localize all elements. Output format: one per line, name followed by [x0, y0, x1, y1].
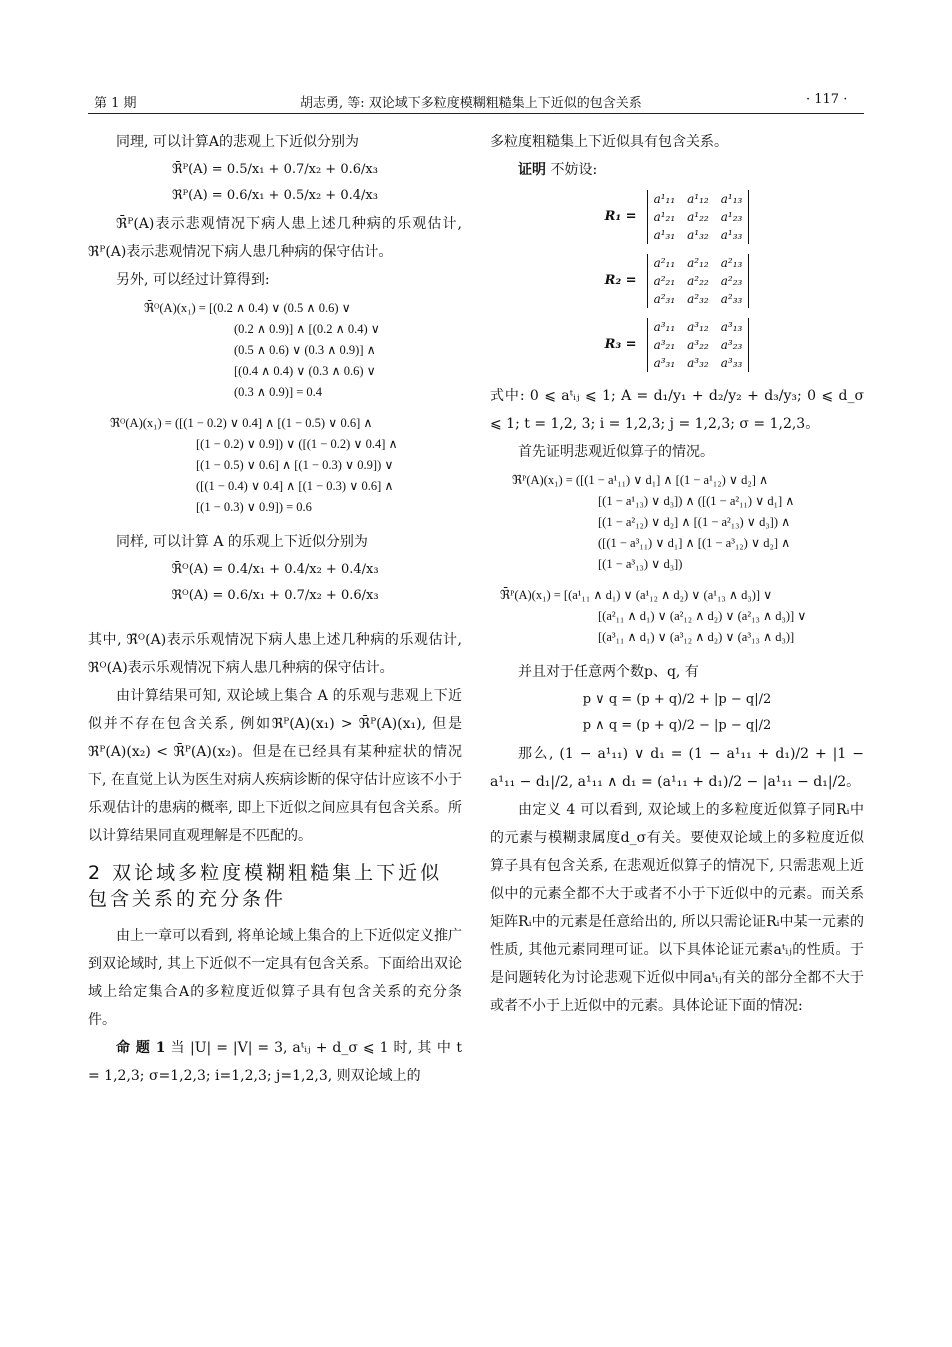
- matrix-name: R₁ =: [604, 209, 637, 224]
- equation-line: [(a³₁₁ ∧ d₁) ∨ (a³₁₂ ∧ d₂) ∨ (a³₁₃ ∧ d₃)]: [598, 630, 795, 644]
- matrix-name: R₃ =: [604, 337, 637, 352]
- matrix-table: [647, 190, 750, 244]
- equation-block: [490, 470, 864, 575]
- matrix-cell: a²₁₂: [687, 256, 709, 270]
- equation-line: [(1 − 0.5) ∨ 0.6] ∧ [(1 − 0.3) ∨ 0.9]) ∨: [196, 458, 394, 472]
- section-heading: 2 双论域多粒度模糊粗糙集上下近似包含关系的充分条件: [88, 862, 443, 910]
- header-rule: [88, 113, 864, 114]
- equation-line: [(1 − 0.3) ∨ 0.9]) = 0.6: [196, 500, 312, 514]
- equation-line: (0.5 ∧ 0.6) ∨ (0.3 ∧ 0.9)] ∧: [234, 343, 376, 357]
- paragraph: 另外, 可以经过计算得到:: [116, 272, 270, 288]
- paragraph: 由计算结果可知, 双论域上集合 A 的乐观与悲观上下近似并不存在包含关系, 例如ℜᴾ(A)(x₁) > ℜ̄ᴾ(A)(x₁), 但是 ℜᴾ(A)(x₂) < ℜ̄ᴾ(A)(x₂)。但是在已经具有某种症状的情况下, 在直觉上认为医生对病人疾病诊断的保守估计应该不小于乐观估计的患病的概率, 即上下近似之间应具有包含关系。所以计算结果同直观理解是不匹配的。: [88, 688, 462, 844]
- matrix-cell: a²₁₃: [720, 256, 743, 270]
- matrix-cell: a¹₂₂: [687, 210, 709, 224]
- matrix-cell: a²₂₂: [687, 274, 709, 288]
- matrix-cell: a³₂₁: [653, 338, 676, 352]
- matrix-r2: [490, 254, 864, 308]
- matrix-cell: a¹₁₁: [653, 192, 676, 206]
- equation-line: ([(1 − 0.4) ∨ 0.4] ∧ [(1 − 0.3) ∨ 0.6] ∧: [196, 479, 394, 493]
- equation-line: [(1 − a²₁₂) ∨ d₂] ∧ [(1 − a²₁₃) ∨ d₃]) ∧: [598, 515, 791, 529]
- paragraph: 其中, ℜ̄ᴼ(A)表示乐观情况下病人患上述几种病的乐观估计, ℜᴼ(A)表示乐观情况下病人患几种病的保守估计。: [88, 632, 462, 676]
- paragraph: 多粒度粗糙集上下近似具有包含关系。: [490, 134, 728, 150]
- matrix-cell: a²₂₁: [653, 274, 676, 288]
- header-title: 胡志勇, 等: 双论域下多粒度模糊粗糙集上下近似的包含关系: [300, 96, 642, 111]
- proof-label: 证明: [518, 162, 546, 178]
- matrix-cell: a¹₁₂: [687, 192, 709, 206]
- paragraph: 同理, 可以计算A的悲观上下近似分别为: [116, 134, 360, 150]
- paragraph: 式中: 0 ⩽ aᵗᵢⱼ ⩽ 1; A = d₁/y₁ + d₂/y₂ + d₃/y₃; 0 ⩽ d_σ ⩽ 1; t = 1,2, 3; i = 1,2,3; j = 1,2,3; σ = 1,2,3。: [490, 388, 864, 432]
- matrix-cell: a¹₁₃: [720, 192, 743, 206]
- equation-line: ℜ̄ᴾ(A)(x₁) = [(a¹₁₁ ∧ d₁) ∨ (a¹₁₂ ∧ d₂) ∨ (a¹₁₃ ∧ d₃)] ∨: [500, 588, 773, 602]
- paragraph: 那么, (1 − a¹₁₁) ∨ d₁ = (1 − a¹₁₁ + d₁)/2 + |1 − a¹₁₁ − d₁|/2, a¹₁₁ ∧ d₁ = (a¹₁₁ + d₁)/2 − |a¹₁₁ − d₁|/2。: [490, 746, 864, 790]
- right-column: [490, 128, 864, 1020]
- equation-block: [88, 413, 462, 518]
- equation-line: [(0.4 ∧ 0.4) ∨ (0.3 ∧ 0.6) ∨: [234, 364, 376, 378]
- equation: ℜ̄ᴼ(A) = 0.4/x₁ + 0.4/x₂ + 0.4/x₃: [171, 562, 379, 577]
- matrix-table: [647, 318, 750, 372]
- matrix-cell: a³₃₃: [720, 356, 743, 370]
- matrix-r3: [490, 318, 864, 372]
- equation-line: [(1 − a³₁₃) ∨ d₃]): [598, 557, 683, 571]
- equation: ℜᴾ(A) = 0.6/x₁ + 0.5/x₂ + 0.4/x₃: [172, 188, 378, 203]
- proposition-text: 当 |U| = |V| = 3, aᵗᵢⱼ + d_σ ⩽ 1 时, 其 中 t = 1,2,3; σ=1,2,3; i=1,2,3; j=1,2,3, 则双论域上的: [88, 1040, 462, 1084]
- matrix-name: R₂ =: [604, 273, 637, 288]
- equation: ℜ̄ᴾ(A) = 0.5/x₁ + 0.7/x₂ + 0.6/x₃: [172, 162, 378, 177]
- matrix-cell: a³₂₃: [720, 338, 743, 352]
- matrix-cell: a³₃₁: [653, 356, 676, 370]
- equation-line: (0.3 ∧ 0.9)] = 0.4: [234, 385, 323, 399]
- matrix-cell: a¹₃₂: [687, 228, 709, 242]
- matrix-cell: a²₃₃: [720, 292, 743, 306]
- matrix-cell: a³₁₁: [653, 320, 676, 334]
- matrix-cell: a¹₂₁: [653, 210, 676, 224]
- matrix-cell: a¹₃₃: [720, 228, 743, 242]
- proposition-label: 命 题 1: [116, 1040, 166, 1056]
- matrix-cell: a³₂₂: [687, 338, 709, 352]
- paragraph: 并且对于任意两个数p、q, 有: [518, 664, 699, 680]
- equation-line: ℜᴾ(A)(x₁) = ([(1 − a¹₁₁) ∨ d₁] ∧ [(1 − a¹₁₂) ∨ d₂] ∧: [512, 473, 769, 487]
- paragraph: 由上一章可以看到, 将单论域上集合的上下近似定义推广到双论域时, 其上下近似不一定具有包含关系。下面给出双论域上给定集合A的多粒度近似算子具有包含关系的充分条件。: [88, 928, 462, 1028]
- equation-block: [88, 298, 462, 403]
- paragraph: 首先证明悲观近似算子的情况。: [518, 444, 714, 460]
- matrix-cell: a¹₃₁: [653, 228, 676, 242]
- equation-line: ([(1 − a³₁₁) ∨ d₁] ∧ [(1 − a³₁₂) ∨ d₂] ∧: [598, 536, 791, 550]
- equation-line: ℜᴼ(A)(x₁) = ([(1 − 0.2) ∨ 0.4] ∧ [(1 − 0.5) ∨ 0.6] ∧: [110, 416, 373, 430]
- left-column: [88, 128, 462, 1090]
- paragraph: ℜ̄ᴾ(A)表示悲观情况下病人患上述几种病的乐观估计, ℜᴾ(A)表示悲观情况下病人患几种病的保守估计。: [88, 216, 462, 260]
- equation-line: [(1 − a¹₁₃) ∨ d₃]) ∧ ([(1 − a²₁₁) ∨ d₁] ∧: [598, 494, 795, 508]
- proof-text: 不妨设:: [550, 162, 598, 178]
- proof: [490, 156, 864, 184]
- equation-block: [490, 585, 864, 648]
- equation: p ∧ q = (p + q)/2 − |p − q|/2: [582, 718, 772, 733]
- matrix-cell: a³₃₂: [687, 356, 709, 370]
- header-issue: 第 1 期: [94, 96, 137, 111]
- matrix-cell: a²₁₁: [653, 256, 676, 270]
- equation-line: (0.2 ∧ 0.9)] ∧ [(0.2 ∧ 0.4) ∨: [234, 322, 380, 336]
- equation: p ∨ q = (p + q)/2 + |p − q|/2: [582, 692, 772, 707]
- matrix-table: [647, 254, 750, 308]
- equation: ℜᴼ(A) = 0.6/x₁ + 0.7/x₂ + 0.6/x₃: [171, 588, 379, 603]
- matrix-cell: a²₂₃: [720, 274, 743, 288]
- paragraph: 同样, 可以计算 A 的乐观上下近似分别为: [116, 534, 368, 550]
- proposition: [88, 1034, 462, 1090]
- matrix-cell: a²₃₁: [653, 292, 676, 306]
- equation-line: ℜ̄ᴼ(A)(x₁) = [(0.2 ∧ 0.4) ∨ (0.5 ∧ 0.6) ∨: [144, 301, 351, 315]
- matrix-cell: a³₁₃: [720, 320, 743, 334]
- equation-line: [(1 − 0.2) ∨ 0.9]) ∨ ([(1 − 0.2) ∨ 0.4] ∧: [196, 437, 398, 451]
- paragraph: 由定义 4 可以看到, 双论域上的多粒度近似算子同Rᵢ中的元素与模糊隶属度d_σ有关。要使双论域上的多粒度近似算子具有包含关系, 在悲观近似算子的情况下, 只需悲观上近似中的元素全都不大于或者不小于下近似中的元素。而关系矩阵Rᵢ中的元素是任意给出的, 所以只需论证Rᵢ中某一元素的性质, 其他元素同理可证。以下具体论证元素aᵗᵢⱼ的性质。于是问题转化为讨论悲观下近似中同aᵗᵢⱼ有关的部分全都不大于或者不小于上近似中的元素。具体论证下面的情况:: [490, 802, 864, 1014]
- equation-line: [(a²₁₁ ∧ d₁) ∨ (a²₁₂ ∧ d₂) ∨ (a²₁₃ ∧ d₃)] ∨: [598, 609, 807, 623]
- matrix-r1: [490, 190, 864, 244]
- matrix-cell: a³₁₂: [687, 320, 709, 334]
- matrix-cell: a²₃₂: [687, 292, 709, 306]
- header-page-number: · 117 ·: [806, 92, 848, 107]
- matrix-cell: a¹₂₃: [720, 210, 743, 224]
